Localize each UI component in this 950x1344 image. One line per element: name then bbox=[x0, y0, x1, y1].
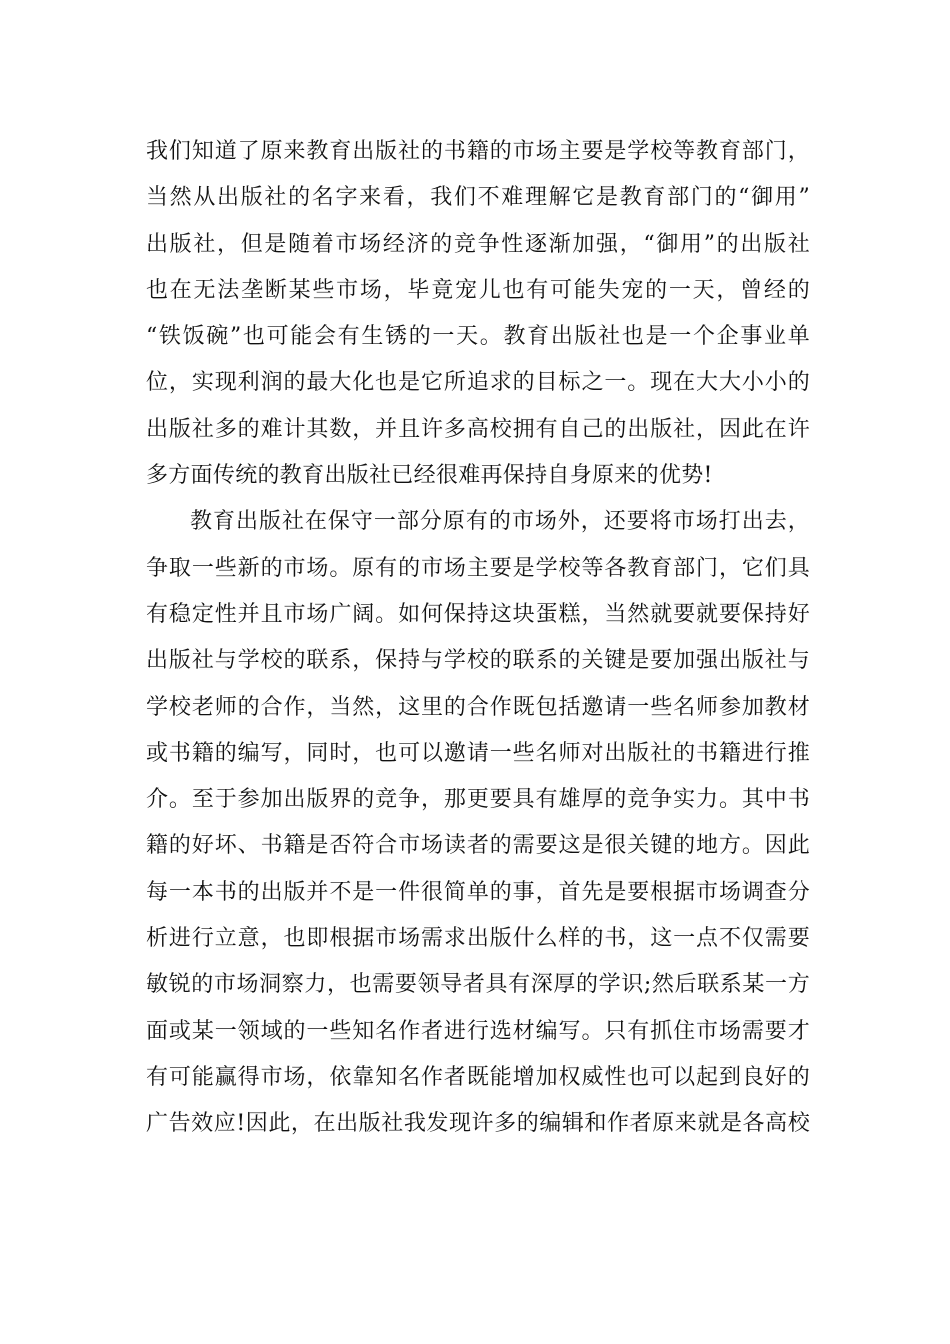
text-line: 敏锐的市场洞察力，也需要领导者具有深厚的学识;然后联系某一方 bbox=[146, 972, 810, 998]
text-line: 教育出版社在保守一部分原有的市场外，还要将市场打出去， bbox=[190, 509, 810, 535]
text-line: 学校老师的合作，当然，这里的合作既包括邀请一些名师参加教材 bbox=[146, 694, 810, 720]
text-line: 析进行立意，也即根据市场需求出版什么样的书，这一点不仅需要 bbox=[146, 926, 810, 952]
text-line: 也在无法垄断某些市场，毕竟宠儿也有可能失宠的一天，曾经的 bbox=[146, 277, 810, 303]
text-line: 籍的好坏、书籍是否符合市场读者的需要这是很关键的地方。因此 bbox=[146, 833, 810, 859]
text-line: 有可能赢得市场，依靠知名作者既能增加权威性也可以起到良好的 bbox=[146, 1064, 810, 1090]
text-line: 多方面传统的教育出版社已经很难再保持自身原来的优势! bbox=[146, 463, 713, 489]
text-line: 当然从出版社的名字来看，我们不难理解它是教育部门的“御用” bbox=[146, 185, 810, 211]
text-line: 出版社与学校的联系，保持与学校的联系的关键是要加强出版社与 bbox=[146, 648, 810, 674]
text-line: “铁饭碗”也可能会有生锈的一天。教育出版社也是一个企事业单 bbox=[146, 324, 810, 350]
text-line: 位，实现利润的最大化也是它所追求的目标之一。现在大大小小的 bbox=[146, 370, 810, 396]
text-line: 广告效应!因此，在出版社我发现许多的编辑和作者原来就是各高校 bbox=[146, 1111, 810, 1137]
text-line: 出版社，但是随着市场经济的竞争性逐渐加强，“御用”的出版社 bbox=[146, 231, 810, 257]
text-line: 出版社多的难计其数，并且许多高校拥有自己的出版社，因此在许 bbox=[146, 416, 810, 442]
text-line: 介。至于参加出版界的竞争，那更要具有雄厚的竞争实力。其中书 bbox=[146, 787, 810, 813]
text-line: 或书籍的编写，同时，也可以邀请一些名师对出版社的书籍进行推 bbox=[146, 740, 810, 766]
text-line: 有稳定性并且市场广阔。如何保持这块蛋糕，当然就要就要保持好 bbox=[146, 601, 810, 627]
body-text bbox=[146, 129, 810, 1148]
text-line: 我们知道了原来教育出版社的书籍的市场主要是学校等教育部门， bbox=[146, 139, 810, 164]
text-line: 每一本书的出版并不是一件很简单的事，首先是要根据市场调查分 bbox=[146, 879, 810, 905]
text-line: 争取一些新的市场。原有的市场主要是学校等各教育部门，它们具 bbox=[146, 555, 810, 581]
text-line: 面或某一领域的一些知名作者进行选材编写。只有抓住市场需要才 bbox=[146, 1018, 810, 1044]
